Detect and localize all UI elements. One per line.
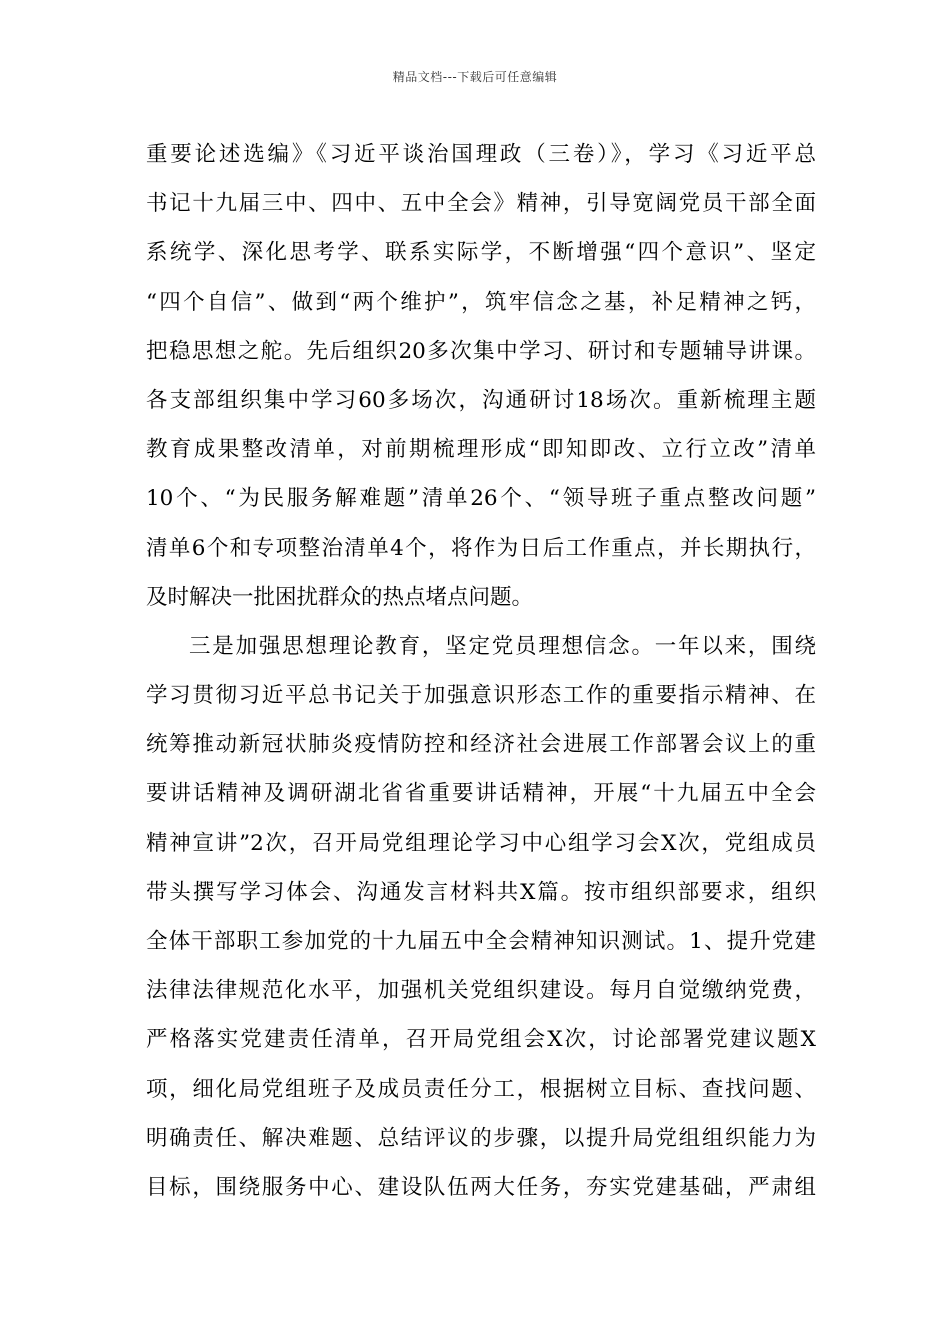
text-line: 目标，围绕服务中心、建设队伍两大任务，夯实党建基础，严肃组 [146,1174,816,1200]
text-line: 带头撰写学习体会、沟通发言材料共X篇。按市组织部要求，组织 [146,879,816,905]
text-line: 把稳思想之舵。先后组织20多次集中学习、研讨和专题辅导讲课。 [146,338,816,364]
text-line: 三是加强思想理论教育，坚定党员理想信念。一年以来，围绕 [189,633,816,659]
text-line: 教育成果整改清单，对前期梳理形成“即知即改、立行立改”清单 [146,437,816,463]
text-line: 及时解决一批困扰群众的热点堵点问题。 [146,584,534,610]
text-line: “四个自信”、做到“两个维护”，筑牢信念之基，补足精神之钙， [146,289,816,315]
text-line: 清单6个和专项整治清单4个，将作为日后工作重点，并长期执行， [146,535,816,561]
page-header: 精品文档---下载后可任意编辑 [392,70,558,84]
text-line: 10个、“为民服务解难题”清单26个、“领导班子重点整改问题” [146,486,816,512]
text-line: 项，细化局党组班子及成员责任分工，根据树立目标、查找问题、 [146,1076,816,1102]
text-line: 学习贯彻习近平总书记关于加强意识形态工作的重要指示精神、在 [146,683,816,709]
text-line: 重要论述选编》《习近平谈治国理政（三卷）》，学习《习近平总 [146,142,816,167]
text-line: 全体干部职工参加党的十九届五中全会精神知识测试。1、提升党建 [146,929,816,954]
text-line: 精神宣讲”2次，召开局党组理论学习中心组学习会X次，党组成员 [146,830,816,856]
text-line: 法律法律规范化水平，加强机关党组织建设。每月自觉缴纳党费， [146,978,816,1004]
text-line: 各支部组织集中学习60多场次，沟通研讨18场次。重新梳理主题 [146,387,816,413]
text-line: 系统学、深化思考学、联系实际学，不断增强“四个意识”、坚定 [146,240,816,266]
body-text [146,130,816,1212]
text-line: 明确责任、解决难题、总结评议的步骤，以提升局党组组织能力为 [146,1125,816,1151]
text-line: 严格落实党建责任清单，召开局党组会X次，讨论部署党建议题X [146,1027,816,1053]
text-line: 统筹推动新冠状肺炎疫情防控和经济社会进展工作部署会议上的重 [146,732,816,758]
text-line: 书记十九届三中、四中、五中全会》精神，引导宽阔党员干部全面 [146,191,816,217]
text-line: 要讲话精神及调研湖北省省重要讲话精神，开展“十九届五中全会 [146,781,816,807]
